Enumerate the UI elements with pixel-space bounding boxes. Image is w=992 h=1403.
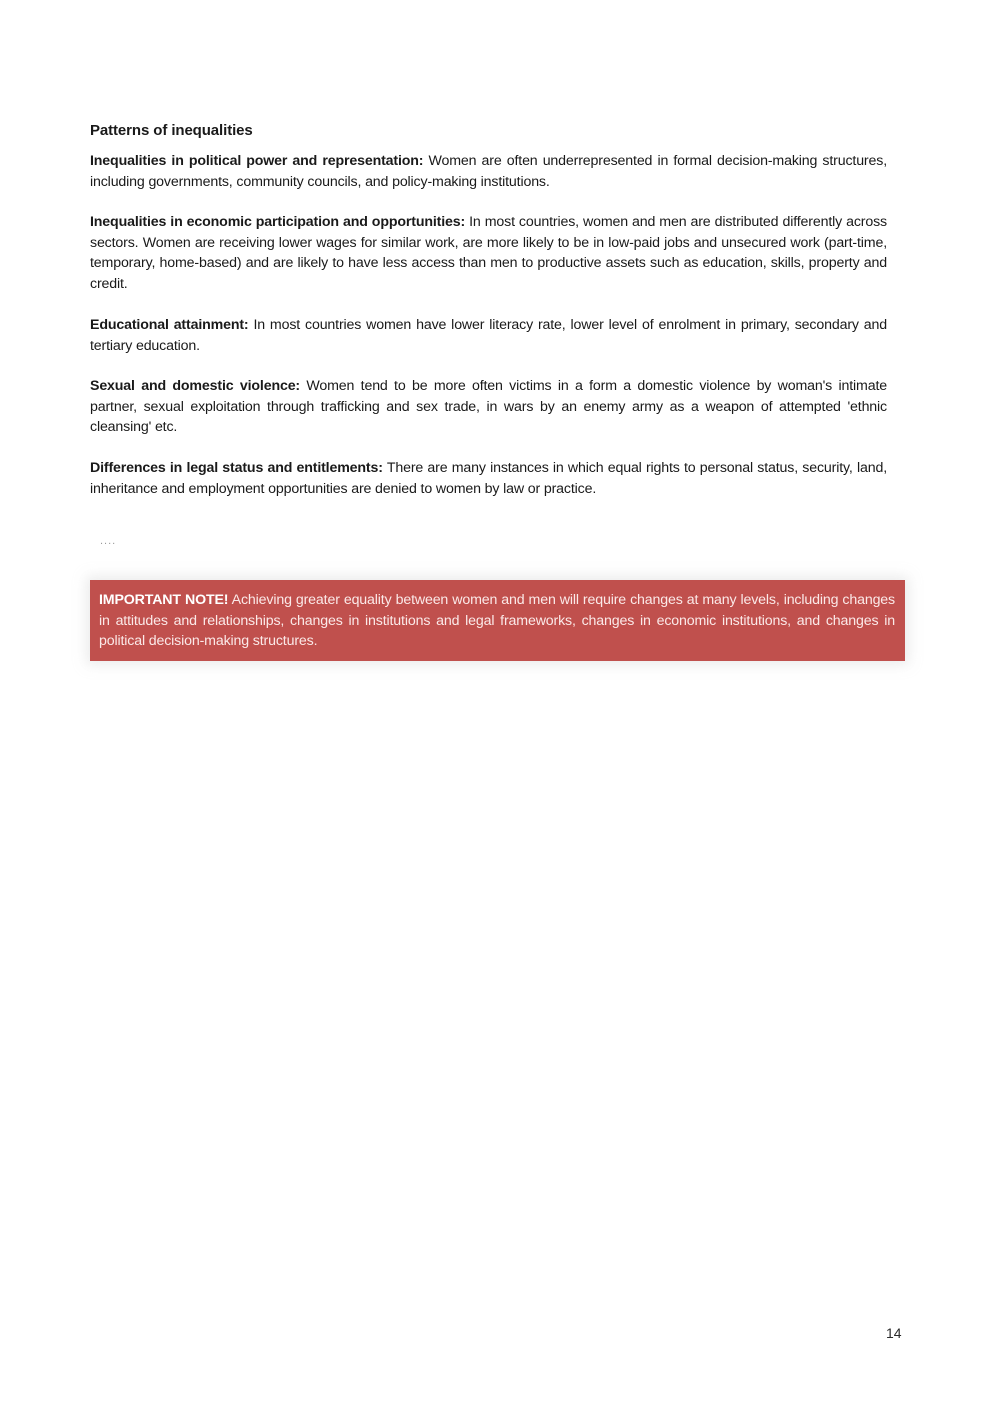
important-note-text: [99, 590, 895, 652]
paragraph-legal-status: [90, 458, 887, 499]
paragraph-educational-attainment: [90, 315, 887, 356]
paragraph-body: In most countries women have lower literacy rate, lower level of enrolment in primary, secondary and tertiary education.: [90, 317, 888, 354]
paragraph-economic-participation: [90, 212, 887, 294]
section-heading: Patterns of inequalities: [90, 122, 253, 139]
paragraph-body: In most countries, women and men are distributed differently across sectors. Women are receiving lower wages for similar work, are more likely to be in low-paid jobs and unsecured work (part-time, temporary, home-based) and are likely to have less access than men to productive assets such as education, skills, property and credit.: [90, 214, 888, 292]
paragraph-lead: Educational attainment:: [90, 317, 249, 333]
paragraph-body: There are many instances in which equal rights to personal status, security, land, inheritance and employment opportunities are denied to women by law or practice.: [90, 460, 887, 497]
paragraph-lead: Differences in legal status and entitlements:: [90, 460, 383, 476]
ellipsis-marker: ....: [100, 535, 117, 547]
important-note-label: IMPORTANT NOTE!: [99, 592, 229, 608]
paragraph-lead: Inequalities in political power and representation:: [90, 153, 424, 169]
paragraph-body: Women are often underrepresented in formal decision-making structures, including governments, community councils, and policy-making institutions.: [90, 153, 887, 190]
paragraph-body: Women tend to be more often victims in a form a domestic violence by woman's intimate partner, sexual exploitation through trafficking and sex trade, in wars by an enemy army as a weapon of attempted 'ethnic cleansing' etc.: [90, 378, 887, 436]
paragraph-sexual-domestic-violence: [90, 376, 887, 438]
important-note-body: Achieving greater equality between women and men will require changes at many levels, including changes in attitudes and relationships, changes in institutions and legal frameworks, changes in economic institutions, and changes in political decision-making structures.: [99, 592, 895, 650]
paragraph-lead: Sexual and domestic violence:: [90, 378, 301, 394]
important-note-box: [90, 580, 905, 661]
paragraph-lead: Inequalities in economic participation and opportunities:: [90, 214, 466, 230]
paragraph-political-power: [90, 151, 887, 192]
page-number: 14: [886, 1325, 902, 1341]
